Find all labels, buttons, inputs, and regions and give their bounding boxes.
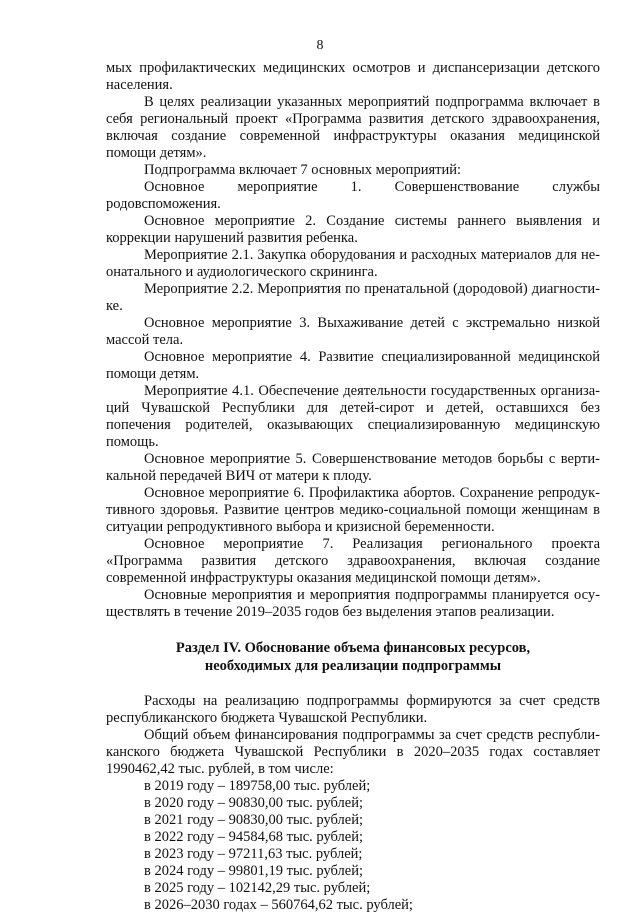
funding-paragraph: Расходы на реализацию подпрограммы формируются за счет средств республиканского бюджета Чувашской Республики.	[106, 693, 600, 726]
intro-paragraph: Мероприятие 4.1. Обеспечение деятельности государственных организаций Чувашской Республики для детей-сирот и детей, оставшихся без попечения родителей, оказывающих специализированную медицинскую помощь.	[106, 383, 600, 450]
funding-year-item: в 2020 году – 90830,00 тыс. рублей;	[144, 795, 364, 811]
intro-paragraph: Основное мероприятие 5. Совершенствование методов борьбы с вертикальной передачей ВИЧ от матери к плоду.	[106, 451, 600, 484]
document-body	[106, 60, 600, 914]
funding-paragraph: Общий объем финансирования подпрограммы за счет средств республиканского бюджета Чувашской Республики в 2020–2035 годах составляет 1990462,42 тыс. рублей, в том числе:	[106, 727, 600, 777]
intro-paragraph: Мероприятие 2.2. Мероприятия по пренатальной (дородовой) диагностике.	[106, 281, 600, 314]
intro-paragraph: Основное мероприятие 6. Профилактика абортов. Сохранение репродуктивного здоровья. Развитие центров медико-социальной помощи женщинам в ситуации репродуктивного выбора и кризисной беременности.	[106, 485, 600, 535]
intro-paragraphs	[106, 60, 600, 621]
intro-paragraph: Мероприятие 2.1. Закупка оборудования и расходных материалов для неонатального и аудиологического скрининга.	[106, 247, 600, 280]
funding-year-item: в 2019 году – 189758,00 тыс. рублей;	[144, 778, 371, 794]
intro-paragraph: Основное мероприятие 2. Создание системы раннего выявления и коррекции нарушений развития ребенка.	[106, 213, 600, 246]
intro-paragraph: Подпрограмма включает 7 основных мероприятий:	[144, 162, 462, 178]
section-heading-line-2: необходимых для реализации подпрограммы	[204, 658, 502, 674]
funding-year-item: в 2022 году – 94584,68 тыс. рублей;	[144, 829, 364, 845]
intro-paragraph: В целях реализации указанных мероприятий подпрограмма включает в себя региональный проект «Программа развития детского здравоохранения, включая создание современной инфраструктуры оказания медицинской помощи детям».	[106, 94, 600, 161]
section-heading	[106, 639, 600, 675]
intro-paragraph: Основные мероприятия и мероприятия подпрограммы планируется осуществлять в течение 2019–2035 годов без выделения этапов реализации.	[106, 587, 600, 620]
intro-paragraph: Основное мероприятие 1. Совершенствование службы родовспоможения.	[106, 179, 600, 212]
funding-by-year-list	[106, 778, 600, 914]
funding-year-item: в 2021 году – 90830,00 тыс. рублей;	[144, 812, 364, 828]
funding-year-item: в 2026–2030 годах – 560764,62 тыс. рублей;	[144, 897, 413, 913]
intro-paragraph: Основное мероприятие 3. Выхаживание детей с экстремально низкой массой тела.	[106, 315, 600, 348]
intro-paragraph: мых профилактических медицинских осмотров и диспансеризации детского населения.	[106, 60, 600, 93]
funding-paragraphs	[106, 693, 600, 778]
funding-year-item: в 2025 году – 102142,29 тыс. рублей;	[144, 880, 371, 896]
intro-paragraph: Основное мероприятие 7. Реализация регионального проекта «Программа развития детского здравоохранения, включая создание современной инфраструктуры оказания медицинской помощи детям».	[106, 536, 600, 586]
funding-year-item: в 2024 году – 99801,19 тыс. рублей;	[144, 863, 364, 879]
funding-year-item: в 2023 году – 97211,63 тыс. рублей;	[144, 846, 363, 862]
page-number: 8	[316, 38, 324, 53]
section-heading-line-1: Раздел IV. Обоснование объема финансовых ресурсов,	[175, 640, 531, 656]
intro-paragraph: Основное мероприятие 4. Развитие специализированной медицинской помощи детям.	[106, 349, 600, 382]
